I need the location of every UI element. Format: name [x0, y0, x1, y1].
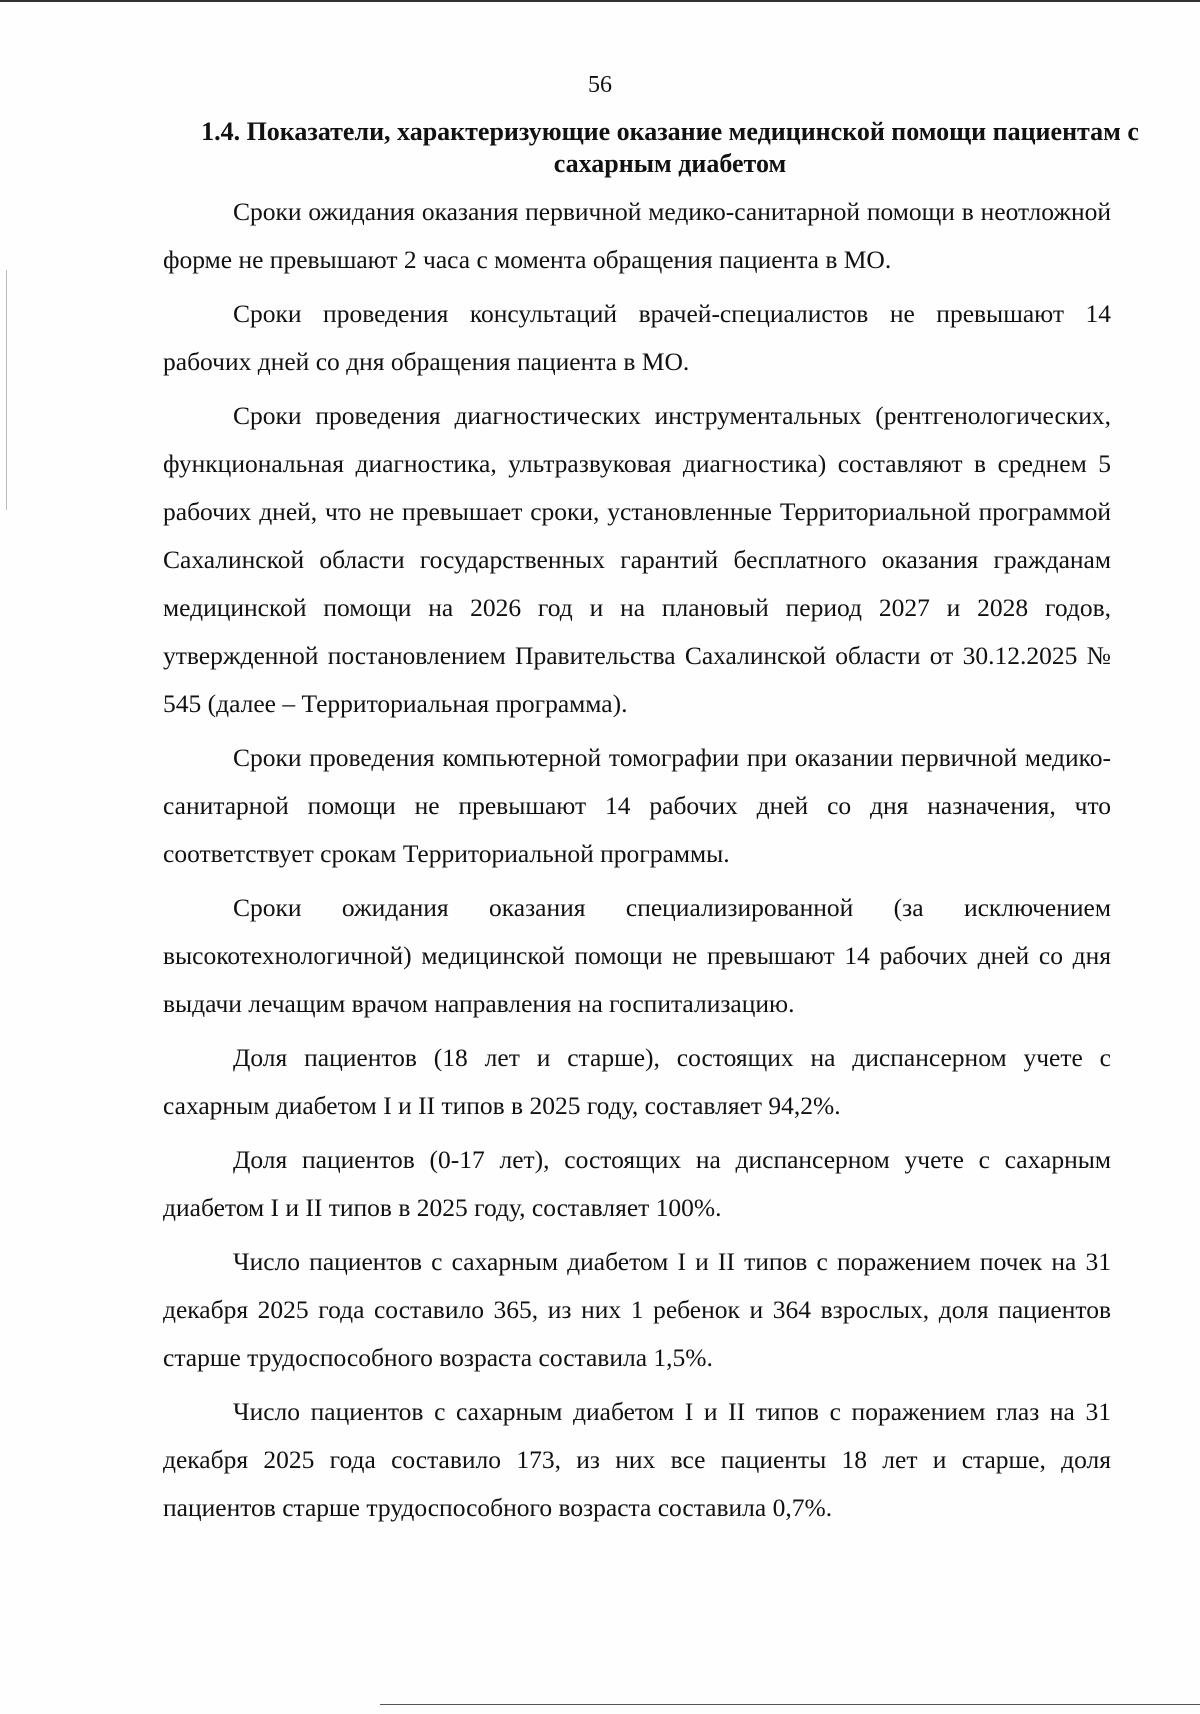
paragraph-eye-damage: Число пациентов с сахарным диабетом I и II типов с поражением глаз на 31 декабря 2025 года составило 173, из них все пациенты 18 лет и старше, доля пациентов старше трудоспособного возраста составила 0,7%.: [163, 1397, 1111, 1522]
paragraph-kidney-damage: Число пациентов с сахарным диабетом I и II типов с поражением почек на 31 декабря 2025 года составило 365, из них 1 ребенок и 364 взрослых, доля пациентов старше трудоспособного возраста составила 1,5%.: [163, 1247, 1111, 1372]
body-text: [163, 188, 1111, 1538]
top-edge-line: [0, 0, 1200, 2]
paragraph-specialized-care-wait: Сроки ожидания оказания специализированной (за исключением высокотехнологичной) медицинской помощи не превышают 14 рабочих дней со дня выдачи лечащим врачом направления на госпитализацию.: [163, 893, 1111, 1018]
paragraph-adult-dispensary-share: Доля пациентов (18 лет и старше), состоящих на диспансерном учете с сахарным диабетом I и II типов в 2025 году, составляет 94,2%.: [163, 1043, 1111, 1120]
section-heading: 1.4. Показатели, характеризующие оказание медицинской помощи пациентам с сахарным диабетом: [201, 117, 1139, 178]
paragraph-specialist-consultation: Сроки проведения консультаций врачей-специалистов не превышают 14 рабочих дней со дня обращения пациента в МО.: [163, 299, 1111, 376]
paragraph-computed-tomography: Сроки проведения компьютерной томографии при оказании первичной медико-санитарной помощи не превышают 14 рабочих дней со дня назначения, что соответствует срокам Территориальной программы.: [163, 743, 1111, 868]
page-number: 56: [588, 72, 612, 98]
scan-margin-mark: [6, 270, 7, 510]
paragraph-instrumental-diagnostics: Сроки проведения диагностических инструментальных (рентгенологических, функциональная диагностика, ультразвуковая диагностика) составляют в среднем 5 рабочих дней, что не превышает сроки, установленные Территориальной программой Сахалинской области государственных гарантий бесплатного оказания гражданам медицинской помощи на 2026 год и на плановый период 2027 и 2028 годов, утвержденной постановлением Правительства Сахалинской области от 30.12.2025 № 545 (далее – Территориальная программа).: [163, 401, 1111, 718]
paragraph-emergency-care-wait: Сроки ожидания оказания первичной медико-санитарной помощи в неотложной форме не превышают 2 часа с момента обращения пациента в МО.: [163, 197, 1111, 274]
bottom-edge-line: [380, 1704, 1200, 1705]
paragraph-child-dispensary-share: Доля пациентов (0-17 лет), состоящих на диспансерном учете с сахарным диабетом I и II типов в 2025 году, составляет 100%.: [163, 1145, 1111, 1222]
